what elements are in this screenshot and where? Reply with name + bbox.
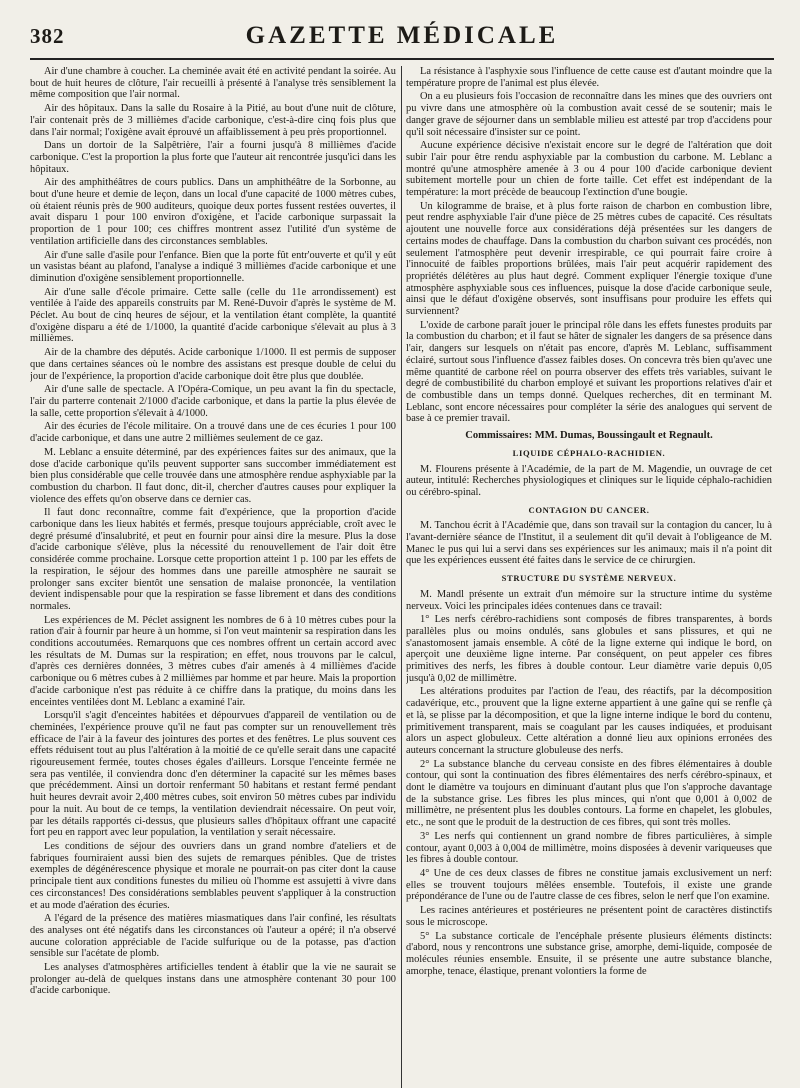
paragraph: Air des amphithéâtres de cours publics. Dans un amphithéâtre de la Sorbonne, au bout d'une heure et demie de leçon, dans un local d'une capacité de 1000 mètres cubes, où étaient réunis près de 900 auditeurs, quoique deux portes fussent restées ouvertes, il avait disparu 1 pour 100 environ d'oxigène, et l'acide carbonique surpassait la proportion de 1 pour 100; ces chiffres montrent assez l'utilité d'un système de ventilation artificielle dans des circonstances semblables.	[30, 177, 396, 247]
paragraph: A l'égard de la présence des matières miasmatiques dans l'air confiné, les résultats des analyses ont été négatifs dans les circonstances où l'auteur a opéré; il n'a observé aucune coloration appréciable de l'acide sulfurique ou de la potasse, pas d'action sensible sur l'acétate de plomb.	[30, 913, 396, 960]
column-divider	[401, 66, 402, 1088]
article-columns	[30, 66, 774, 1088]
paragraph: Air d'une salle d'école primaire. Cette salle (celle du 11e arrondissement) est ventilée à l'aide des appareils construits par M. René-Duvoir d'après le système de M. Péclet. Au bout de cinq heures de séjour, et la ventilation étant complète, la quantité d'oxigène disparu a été de 1/1000, la quantité d'acide carbonique s'élevait au plus à 3 millièmes.	[30, 286, 396, 345]
left-column	[30, 66, 396, 1088]
paragraph: 5° La substance corticale de l'encéphale présente plusieurs éléments distincts: d'abord, nous y rencontrons une substance grise, amorphe, demi-liquide, composée de molécules réunies ensemble. Ensuite, il se présente une autre substance blanche, amorphe, tenace, élastique, prenant volontiers la forme de	[406, 930, 772, 977]
section-heading: STRUCTURE DU SYSTÈME NERVEUX.	[501, 573, 677, 584]
commissaires-line: Commissaires: MM. Dumas, Boussingault et Regnault.	[465, 430, 713, 442]
paragraph: Air d'une salle de spectacle. A l'Opéra-Comique, un peu avant la fin du spectacle, l'air du parterre contenait 2/1000 d'acide carbonique, et dans la partie la plus élevée de la salle, cette proportion s'élevait à 4/1000.	[30, 384, 396, 419]
paragraph: La résistance à l'asphyxie sous l'influence de cette cause est d'autant moindre que la température propre de l'animal est plus élevée.	[406, 66, 772, 89]
paragraph: Air d'une salle d'asile pour l'enfance. Bien que la porte fût entr'ouverte et qu'il y eût un vasistas béant au plafond, l'analyse a indiqué 3 millièmes d'acide carbonique et une diminution d'oxigène sensiblement proportionnelle.	[30, 249, 396, 284]
paragraph: Les conditions de séjour des ouvriers dans un grand nombre d'ateliers et de fabriques fourniraient aussi bien des sujets de remarques pénibles. Que de tristes exemples de dégénérescence physique et morale ne pourrait-on pas citer dont la cause principale tient aux conditions funestes du milieu où l'homme est assujetti à vivre dans ces circonstances! Des considérations semblables peuvent s'appliquer à la construction et au mode d'aération des écuries.	[30, 841, 396, 911]
section-heading: LIQUIDE CÉPHALO-RACHIDIEN.	[512, 447, 666, 458]
paragraph: L'oxide de carbone paraît jouer le principal rôle dans les effets funestes produits par la combustion du charbon; et il faut se hâter de signaler les dangers de sa présence dans l'air, dangers sur lesquels on n'était pas encore, d'après M. Leblanc, suffisamment éclairé, surtout sous l'influence d'assez faibles doses. On concevra très bien qu'avec une même quantité de carbone réel on pourra observer des effets très variables, suivant le degré de combustibilité du charbon employé et suivant les proportions relatives d'air et de combustible dans un temps donné. Quelques recherches, dit en terminant M. Leblanc, sont encore nécessaires pour compléter la série des analogues qui servent de base à ce premier travail.	[406, 319, 772, 425]
paragraph: 3° Les nerfs qui contiennent un grand nombre de fibres particulières, à simple contour, ayant 0,003 à 0,004 de millimètre, moins disposées à devenir variqueuses que les fibres à double contour.	[406, 830, 772, 866]
paragraph: M. Flourens présente à l'Académie, de la part de M. Magendie, un ouvrage de cet auteur, intitulé: Recherches physiologiques et cliniques sur le liquide céphalo-rachidien ou cérébro-spinal.	[406, 463, 772, 498]
paragraph: Aucune expérience décisive n'existait encore sur le degré de l'altération que doit subir l'air pour être rendu asphyxiable par la combustion du carbone. M. Leblanc a montré qu'une atmosphère amenée à 3 ou 4 pour 100 d'acide carbonique devient subitement mortelle pour un chien de forte taille. Cet effet est indépendant de la température: la mort précède de beaucoup l'extinction d'une bougie.	[406, 140, 772, 199]
journal-title: GAZETTE MÉDICALE	[245, 22, 559, 49]
paragraph: Les expériences de M. Péclet assignent les nombres de 6 à 10 mètres cubes pour la ration d'air à fournir par heure à un homme, si l'on veut maintenir sa respiration dans les conditions accoutumées. Remarquons que ces nombres offrent un certain accord avec les résultats de M. Dumas sur la respiration; en effet, nous trouvons par le calcul, d'après ces dernières données, 3 mètres cubes d'air amenés à 4 millièmes d'acide carbonique ou 6 mètres cubes à 2 millièmes par homme et par heure. Mais la proportion d'acide carbonique n'est pas réduite à ce chiffre dans la pratique, du moins dans les enceintes ventilées dont M. Leblanc a examiné l'air.	[30, 614, 396, 708]
paragraph: Air des écuries de l'école militaire. On a trouvé dans une de ces écuries 1 pour 100 d'acide carbonique, et dans une autre 2 millièmes seulement de ce gaz.	[30, 421, 396, 445]
paragraph: Lorsqu'il s'agit d'enceintes habitées et dépourvues d'appareil de ventilation ou de cheminées, l'expérience prouve qu'il ne faut pas compter sur un renouvellement très efficace de l'air à la faveur des jointures des portes et des fenêtres. Le plus souvent ces effets réduisent tout au plus l'altération à la moitié de ce qu'elle serait dans une capacité rigoureusement fermée, toutes choses égales d'ailleurs. Lorsque l'enceinte fermée ne sera pas ventilée, il conviendra donc d'en déterminer la capacité sur les mêmes bases que précédemment. Ainsi un dortoir renfermant 50 habitans et restant fermé pendant huit heures devrait avoir 2,400 mètres cubes, soit environ 50 mètres cubes par individu pour la nuit. Au bout de ce temps, la ventilation deviendrait nécessaire. On peut voir, par les détails rapportés ci-dessus, que plusieurs salles d'hôpitaux offrant une capacité fort peu en rapport avec leur population, la ventilation y serait nécessaire.	[30, 710, 396, 839]
paragraph: 4° Une de ces deux classes de fibres ne constitue jamais exclusivement un nerf: elles se trouvent toujours mêlées ensemble. Toutefois, il existe une grande prépondérance de l'une ou de l'autre classe de ces fibres, selon le nerf que l'on examine.	[406, 868, 772, 903]
right-column	[406, 66, 772, 1088]
paragraph: Les analyses d'atmosphères artificielles tendent à établir que la vie ne saurait se prolonger au-delà de quelques instans dans une atmosphère contenant 30 pour 100 d'acide carbonique.	[30, 962, 396, 997]
paragraph: 1° Les nerfs cérébro-rachidiens sont composés de fibres transparentes, à bords parallèles plus ou moins ondulés, sans globules et sans plissures, et qui ne s'anastomosent jamais ensemble. A côté de la ligne externe qui indique le bord, on aperçoit une deuxième ligne interne. Par conséquent, on peut appeler ces fibres primitives des nerfs, les fibres à double contour. Leur diamètre varie depuis 0,05 jusqu'à 0,02 de millimètre.	[406, 614, 772, 684]
paragraph: Air de la chambre des députés. Acide carbonique 1/1000. Il est permis de supposer que dans certaines séances où le nombre des assistans est presque double de celui du jour de l'expérience, la proportion d'acide carbonique doit être plus que doublée.	[30, 347, 396, 382]
page-number: 382	[30, 24, 65, 48]
section-heading: CONTAGION DU CANCER.	[528, 504, 650, 515]
paragraph: Les racines antérieures et postérieures ne présentent point de caractères distinctifs sous le microscope.	[406, 905, 772, 928]
paragraph: M. Tanchou écrit à l'Académie que, dans son travail sur la contagion du cancer, lu à l'avant-dernière séance de l'Institut, il a seulement dit qu'il devait à l'obligeance de M. Manec le pus qui lui a servi dans ses expériences sur les animaux; mais il n'a point dit que les expériences eussent été faites dans le service de ce chirurgien.	[406, 520, 772, 567]
paragraph: Air d'une chambre à coucher. La cheminée avait été en activité pendant la soirée. Au bout de huit heures de clôture, l'air recueilli à présenté à l'analyse très sensiblement la même composition que l'air normal.	[30, 66, 396, 101]
paragraph: Un kilogramme de braise, et à plus forte raison de charbon en combustion libre, peut rendre asphyxiable l'air d'une pièce de 25 mètres cubes de capacité. Ces résultats ajoutent une nouvelle force aux considérations déjà présentées sur les dangers de certains modes de chauffage. Dans la combustion du charbon suivant ces procédés, non seulement l'atmosphère peut devenir irrespirable, ce qui pourrait faire croire à l'innocuité de faibles proportions brûlées, mais l'air peut acquérir rapidement des propriétés délétères au plus haut degré. Comment expliquer l'énergie toxique d'une atmosphère asphyxiable sous ces influences, puisque la dose d'acide carbonique seule, ainsi que le défaut d'oxigène observés, sont insuffisans pour produire les effets qui surviennent?	[406, 200, 772, 318]
paragraph: M. Leblanc a ensuite déterminé, par des expériences faites sur des animaux, que la dose d'acide carbonique qu'ils peuvent supporter sans succomber immédiatement est bien plus considérable que celle trouvée dans une atmosphère rendue asphyxiable par la combustion du charbon. Il faut donc, dit-il, chercher d'autres causes pour expliquer la violence des effets qu'on observe dans ce dernier cas.	[30, 446, 396, 505]
paragraph: 2° La substance blanche du cerveau consiste en des fibres élémentaires à double contour, qui sont la continuation des fibres élémentaires des nerfs cérébro-spinaux, et dont le diamètre va toujours en diminuant d'autant plus que l'on s'approche davantage de la substance grise. Les fibres les plus minces, qui n'ont que 0,001 à 0,002 de millimètre, ne présentent plus les doubles contours. La forme en chapelet, les globules, etc., ne sont que le produit de la destruction de ces fibres, qui sont très molles.	[406, 758, 772, 829]
paragraph: Dans un dortoir de la Salpêtrière, l'air a fourni jusqu'à 8 millièmes d'acide carbonique. C'est la proportion la plus forte que l'auteur ait rencontrée jusqu'ici dans les hôpitaux.	[30, 140, 396, 175]
paragraph: Il faut donc reconnaître, comme fait d'expérience, que la proportion d'acide carbonique dans les lieux habités et fermés, presque toujours appréciable, croît avec le degré présumé d'insalubrité, et peut en fournir pour ainsi dire la mesure. Plus la dose d'acide carbonique s'élève, plus la nécessité du renouvellement de l'air doit être considérée comme prochaine. Lorsque cette proportion atteint 1 p. 100 par les effets de la respiration, le séjour des hommes dans une pareille atmosphère ne saurait se prolonger sans exciter bientôt une sensation de malaise prononcée, la ventilation devient indispensable pour que la respiration se fasse librement et dans des conditions normales.	[30, 507, 396, 612]
masthead	[30, 18, 774, 60]
paragraph: Les altérations produites par l'action de l'eau, des réactifs, par la décomposition cadavérique, etc., prouvent que la ligne externe appartient à une gaîne qui se renfle çà et là, se plisse par la décomposition, et que la ligne interne indique le bord du contenu, primitivement transparent, mais se coagulant par les causes indiquées, et produisant alors un aspect globuleux. Cette altération a donné lieu aux opinions erronées des auteurs concernant la structure globuleuse des nerfs.	[406, 686, 772, 756]
paragraph: Air des hôpitaux. Dans la salle du Rosaire à la Pitié, au bout d'une nuit de clôture, l'air contenait près de 3 millièmes d'acide carbonique, c'est-à-dire cinq fois plus que dans l'air normal; l'oxigène avait éprouvé un affaiblissement à peu près proportionnel.	[30, 103, 396, 138]
paragraph: M. Mandl présente un extrait d'un mémoire sur la structure intime du système nerveux. Voici les principales idées contenues dans ce travail:	[406, 588, 772, 612]
paragraph: On a eu plusieurs fois l'occasion de reconnaître dans les mines que des ouvriers ont pu vivre dans une atmosphère où la combustion avait cessé de se soutenir; mais le danger grave de séjourner dans un semblable milieu est attesté par trop d'accidens pour qu'il soit nécessaire d'insister sur ce point.	[406, 91, 772, 138]
